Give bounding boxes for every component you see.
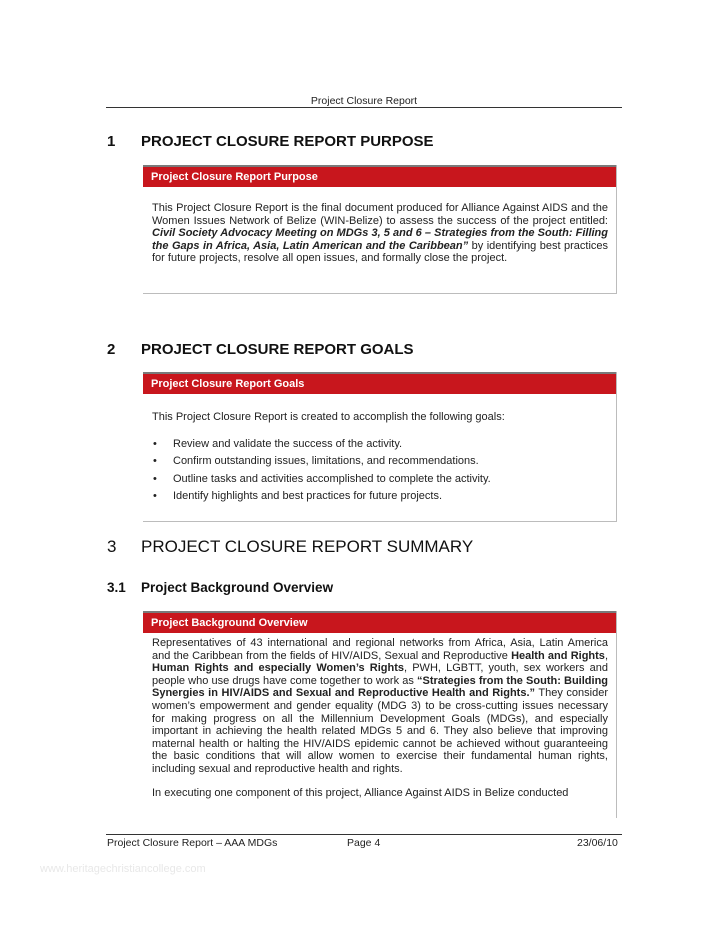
watermark: www.heritagechristiancollege.com: [40, 863, 206, 875]
background-paragraph-2: In executing one component of this project, Alliance Against AIDS in Belize conducted: [152, 786, 569, 799]
section-1-number: 1: [107, 133, 116, 150]
section-3-title: PROJECT CLOSURE REPORT SUMMARY: [141, 537, 474, 556]
footer-left: Project Closure Report – AAA MDGs: [107, 837, 278, 849]
section-3-number: 3: [107, 537, 117, 556]
purpose-box-title: Project Closure Report Purpose: [143, 165, 616, 187]
list-item: • Identify highlights and best practices for future projects.: [153, 490, 443, 503]
project-title-emphasis: Civil Society Advocacy Meeting on MDGs 3, 5 and 6 – Strategies from the South: Filling the Gaps in Africa, Asia, Latin American and the Caribbean”: [152, 227, 608, 252]
bullet-icon: •: [153, 490, 157, 503]
list-item: • Review and validate the success of the activity.: [153, 437, 403, 450]
footer-date: 23/06/10: [577, 837, 618, 849]
footer-divider: [106, 834, 622, 835]
bullet-icon: •: [153, 437, 157, 450]
purpose-box: [143, 165, 617, 294]
purpose-text-part: by identifying best practices for future projects, resolve all open issues, and formally close the project.: [152, 239, 609, 265]
background-text: [143, 633, 616, 805]
list-item: • Outline tasks and activities accomplished to complete the activity.: [153, 472, 491, 485]
background-paragraph-1: Representatives of 43 international and regional networks from Africa, Asia, Latin America and the Caribbean from the fields of HIV/AIDS, Sexual and Reproductive Health and Rights, Human Rights and especially Women’s Rights, PWH, LGBTT, youth, sex workers and people who use drugs have come together to work as “Strategies from the South: Building Synergies in HIV/AIDS and Sexual and Reproductive Health and Rights.” They consider women’s empowerment and gender equality (MDG 3) to be cross-cutting issues necessary for making progress on all the Millennium Development Goals (MDGs), and especially important in achieving the health related MDGs 5 and 6. They also believe that improving maternal health or halting the HIV/AIDS epidemic cannot be achieved without guaranteeing the basic conditions that will allow women to exercise their fundamental human rights, including sexual and reproductive health and rights.: [152, 637, 609, 775]
background-box: [143, 611, 617, 818]
section-2-title: PROJECT CLOSURE REPORT GOALS: [141, 341, 414, 358]
footer-page-number: Page 4: [347, 837, 381, 849]
goals-list: [152, 438, 608, 503]
bullet-icon: •: [153, 472, 157, 485]
goals-intro: This Project Closure Report is created to accomplish the following goals:: [152, 411, 505, 423]
bullet-icon: •: [153, 455, 157, 468]
list-item: • Confirm outstanding issues, limitations, and recommendations.: [153, 455, 479, 468]
purpose-text: [143, 187, 616, 271]
purpose-text-part: This Project Closure Report is the final document produced for Alliance Against AIDS and the Women Issues Network of Belize (WIN-Belize) to assess the success of the project entitled:: [152, 202, 608, 227]
section-1-title: PROJECT CLOSURE REPORT PURPOSE: [141, 133, 434, 150]
section-2-heading: [107, 341, 414, 358]
section-3-1-number: 3.1: [107, 580, 126, 595]
section-3-heading: [107, 537, 473, 557]
page-header: Project Closure Report: [310, 95, 418, 107]
section-3-1-title: Project Background Overview: [141, 580, 334, 595]
goals-box: [143, 372, 617, 522]
section-1-heading: [107, 133, 434, 150]
header-divider: [106, 107, 622, 108]
section-3-1-heading: [107, 580, 333, 595]
background-box-title: Project Background Overview: [143, 611, 616, 633]
section-2-number: 2: [107, 341, 116, 358]
goals-body: [143, 394, 616, 514]
goals-box-title: Project Closure Report Goals: [143, 372, 616, 394]
